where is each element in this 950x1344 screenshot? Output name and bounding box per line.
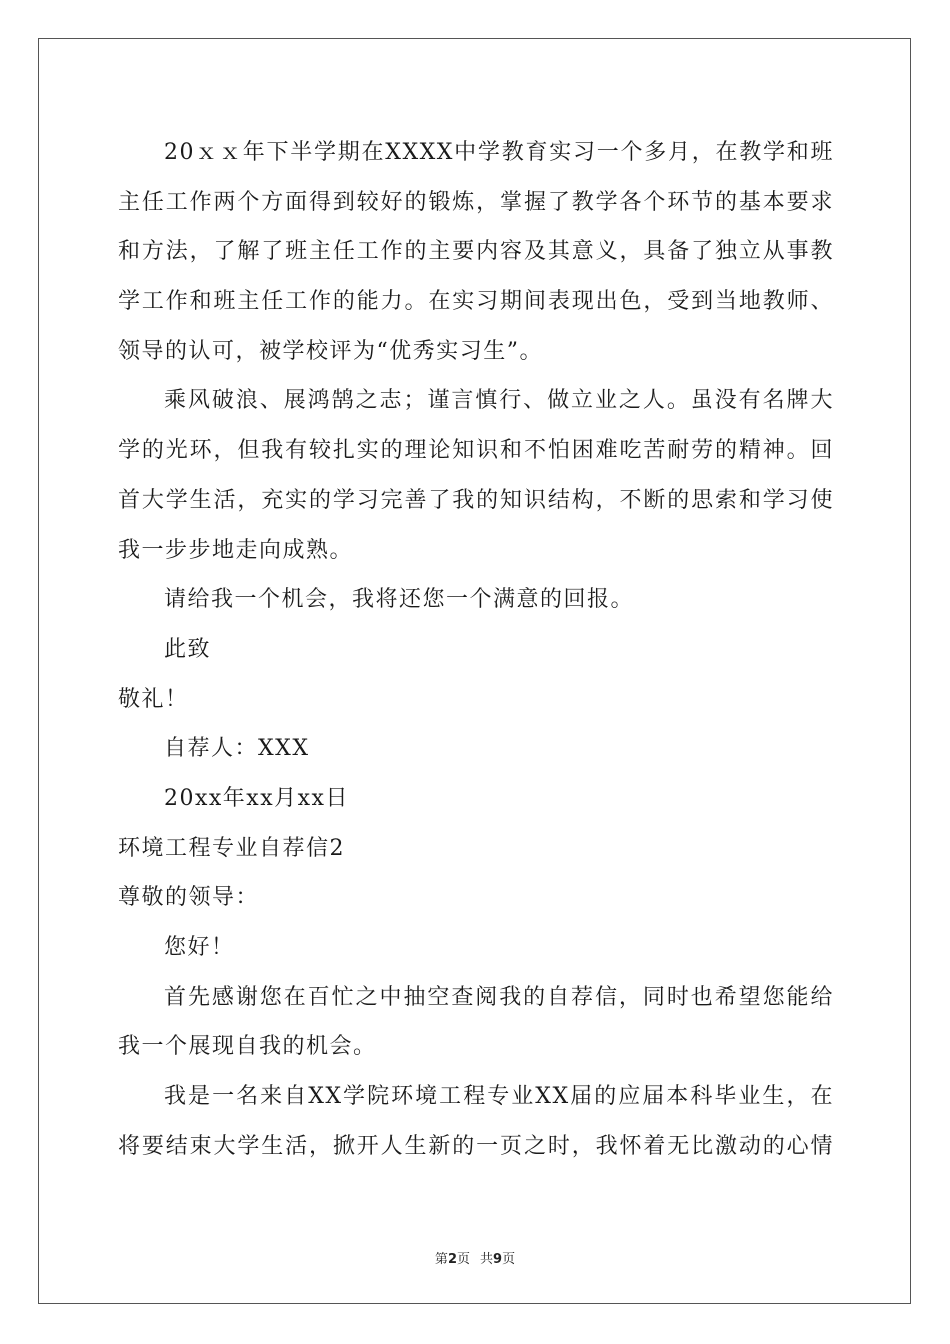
greeting-line: 尊敬的领导： <box>118 885 260 911</box>
paragraph-line: 我是一名来自XX学院环境工程专业XX届的应届本科毕业生，在 <box>164 1084 834 1110</box>
page-suffix: 页 <box>456 1252 470 1267</box>
paragraph-line: 学工作和班主任工作的能力。在实习期间表现出色，受到当地教师、 <box>118 289 834 315</box>
paragraph-line: 主任工作两个方面得到较好的锻炼，掌握了教学各个环节的基本要求 <box>118 189 834 215</box>
paragraph-line: 学的光环，但我有较扎实的理论知识和不怕困难吃苦耐劳的精神。回 <box>118 438 834 464</box>
paragraph-line: 乘风破浪、展鸿鹄之志；谨言慎行、做立业之人。虽没有名牌大 <box>164 388 834 414</box>
paragraph-line: 领导的认可，被学校评为“优秀实习生”。 <box>118 338 543 364</box>
paragraph-line: 请给我一个机会，我将还您一个满意的回报。 <box>164 587 635 613</box>
closing-line: 此致 <box>164 636 212 662</box>
paragraph-line: 将要结束大学生活，掀开人生新的一页之时，我怀着无比激动的心情 <box>118 1133 834 1159</box>
section-title: 环境工程专业自荐信2 <box>118 835 345 861</box>
date-line: 20xx年xx月xx日 <box>164 785 349 811</box>
signature-line: 自荐人：XXX <box>164 736 310 762</box>
page-prefix: 第 <box>434 1252 448 1267</box>
paragraph-line: 我一个展现自我的机会。 <box>118 1034 377 1060</box>
paragraph-line: 首大学生活，充实的学习完善了我的知识结构，不断的思索和学习使 <box>118 487 834 513</box>
paragraph-line: 我一步步地走向成熟。 <box>118 537 354 563</box>
total-prefix: 共 <box>480 1252 494 1267</box>
paragraph-line: 20ｘｘ年下半学期在XXXX中学教育实习一个多月，在教学和班 <box>164 140 834 165</box>
salutation-line: 敬礼！ <box>118 686 189 712</box>
paragraph-line: 和方法，了解了班主任工作的主要内容及其意义，具备了独立从事教 <box>118 239 834 265</box>
page-footer <box>0 1248 950 1267</box>
page-number: 2 <box>447 1252 457 1267</box>
total-suffix: 页 <box>502 1252 516 1267</box>
paragraph-line: 首先感谢您在百忙之中抽空查阅我的自荐信，同时也希望您能给 <box>164 984 834 1010</box>
document-body <box>118 128 834 1171</box>
total-pages: 9 <box>493 1252 503 1267</box>
greeting-line: 您好！ <box>164 935 235 960</box>
